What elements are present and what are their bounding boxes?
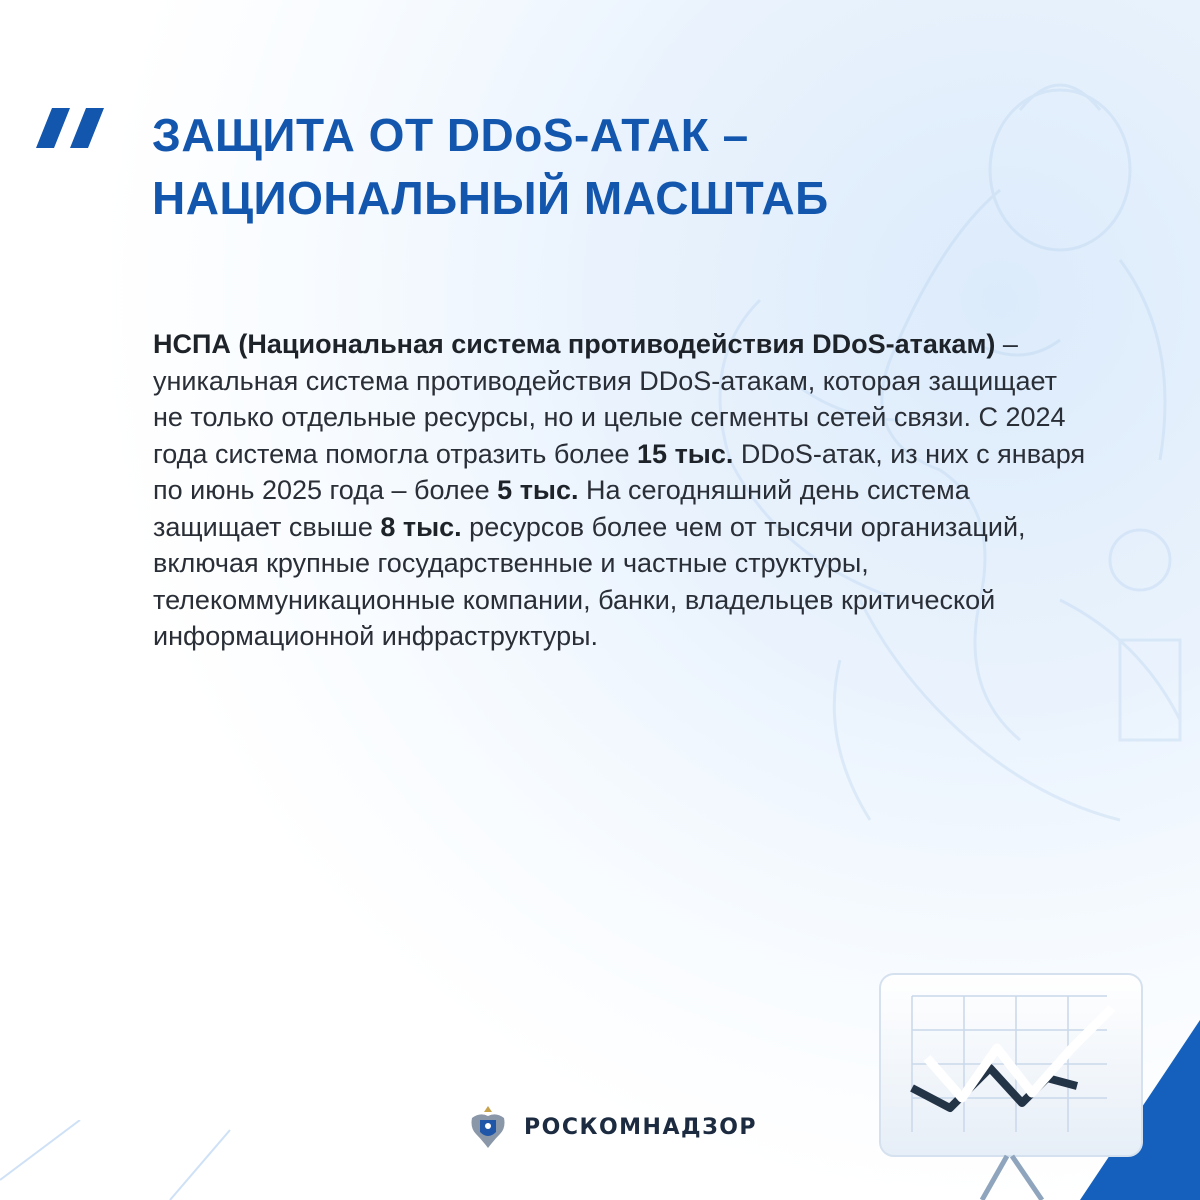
text-part-3: На сегодняшний день система защищает свыше xyxy=(153,475,970,542)
brand-logo xyxy=(466,1102,757,1152)
text-part-1: – уникальная система противодействия DDoS-атакам, которая защищает не только отдельные ресурсы, но и целые сегменты сетей связи. С 2024 года система помогла отразить более xyxy=(153,329,1066,469)
intro-bold: НСПА (Национальная система противодействия DDoS-атакам) xyxy=(153,329,996,359)
double-slash-icon xyxy=(36,108,108,148)
emblem-icon xyxy=(466,1102,510,1152)
title-line-2: НАЦИОНАЛЬНЫЙ МАСШТАБ xyxy=(152,172,829,224)
stat-8k: 8 тыс. xyxy=(380,511,462,542)
chart-board-icon xyxy=(872,968,1147,1200)
stat-5k: 5 тыс. xyxy=(497,475,579,505)
text-part-4: ресурсов более чем от тысячи организаций, включая крупные государственные и частные структуры, телекоммуникационные компании, банки, владельцев критической информационной инфраструктуры. xyxy=(153,511,1026,651)
decorative-lines xyxy=(0,1120,260,1200)
page-title xyxy=(152,104,1052,230)
stat-15k: 15 тыс. xyxy=(637,438,734,469)
brand-logo-text: РОСКОМНАДЗОР xyxy=(524,1114,758,1140)
text-part-2: DDoS-атак, из них с января по июнь 2025 года – более xyxy=(153,438,1086,505)
title-line-1: ЗАЩИТА ОТ DDoS-АТАК – xyxy=(152,109,749,161)
body-paragraph xyxy=(153,326,1088,655)
